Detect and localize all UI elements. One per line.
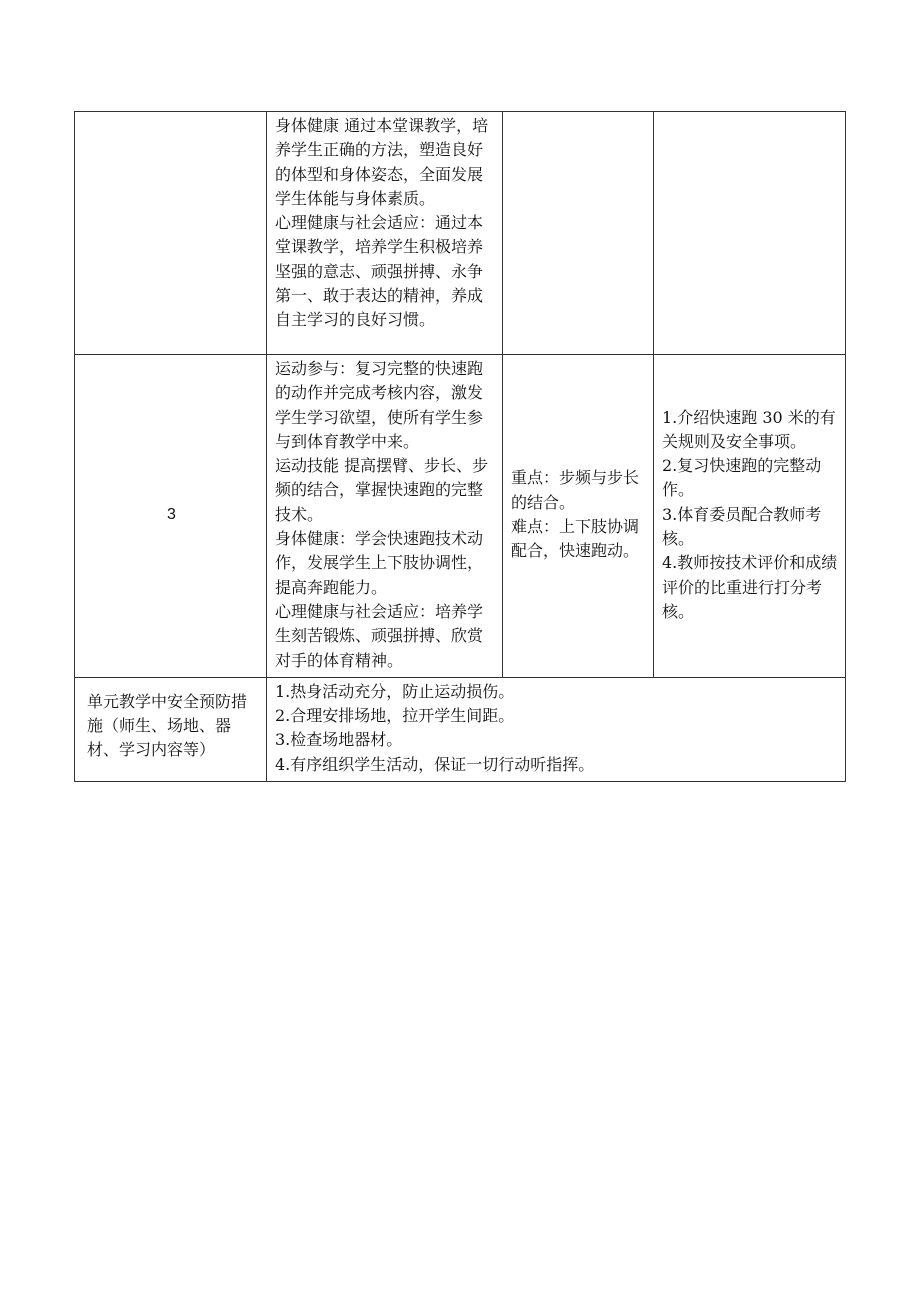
activities-cell: [654, 112, 846, 355]
activity-item: 3.体育委员配合教师考核。: [662, 504, 822, 549]
keypoint-difficulty: 难点：上下肢协调配合，快速跑动。: [511, 516, 640, 561]
lesson-plan-table: [74, 111, 846, 782]
lesson-number-cell: [75, 112, 267, 355]
lesson-number-cell: [75, 355, 267, 678]
goal-skill: 运动技能 提高摆臂、步长、步频的结合，掌握快速跑的完整技术。: [275, 456, 489, 524]
table-row: [75, 112, 846, 355]
lesson-number: 3: [167, 505, 176, 523]
activity-item: 2.复习快速跑的完整动作。: [662, 456, 822, 500]
goal-mental-health: 心理健康与社会适应：培养学生刻苦锻炼、顽强拼搏、欣赏对手的体育精神。: [275, 601, 484, 670]
keypoints-cell: [503, 355, 654, 678]
keypoint-focus: 重点：步频与步长的结合。: [511, 468, 640, 512]
goal-mental-health: 心理健康与社会适应：通过本堂课教学，培养学生积极培养坚强的意志、顽强拼搏、永争第一、敢于表达的精神，养成自主学习的良好习惯。: [275, 213, 484, 330]
goal-physical-health: 身体健康：学会快速跑技术动作，发展学生上下肢协调性，提高奔跑能力。: [275, 529, 484, 597]
table-row: [75, 677, 846, 781]
safety-label-cell: [75, 677, 267, 781]
activity-item: 1.介绍快速跑 30 米的有关规则及安全事项。: [662, 407, 836, 451]
activity-item: 4.教师按技术评价和成绩评价的比重进行打分考核。: [662, 553, 838, 621]
goal-physical-health: 身体健康 通过本堂课教学，培养学生正确的方法，塑造良好的体型和身体姿态，全面发展学生体能与身体素质。: [275, 116, 489, 208]
goals-cell: [267, 355, 503, 678]
keypoints-cell: [503, 112, 654, 355]
safety-item: 2.合理安排场地，拉开学生间距。: [275, 706, 515, 726]
safety-item: 3.检查场地器材。: [275, 730, 403, 750]
goal-participation: 运动参与：复习完整的快速跑的动作并完成考核内容，激发学生学习欲望，使所有学生参与到体育教学中来。: [275, 359, 484, 451]
safety-item: 4.有序组织学生活动，保证一切行动听指挥。: [275, 754, 595, 774]
safety-items-cell: [267, 677, 846, 781]
safety-label: 单元教学中安全预防措施（师生、场地、器材、学习内容等）: [87, 691, 248, 760]
goals-cell: [267, 112, 503, 355]
activities-cell: [654, 355, 846, 678]
table-row: [75, 355, 846, 678]
safety-item: 1.热身活动充分，防止运动损伤。: [275, 681, 515, 701]
